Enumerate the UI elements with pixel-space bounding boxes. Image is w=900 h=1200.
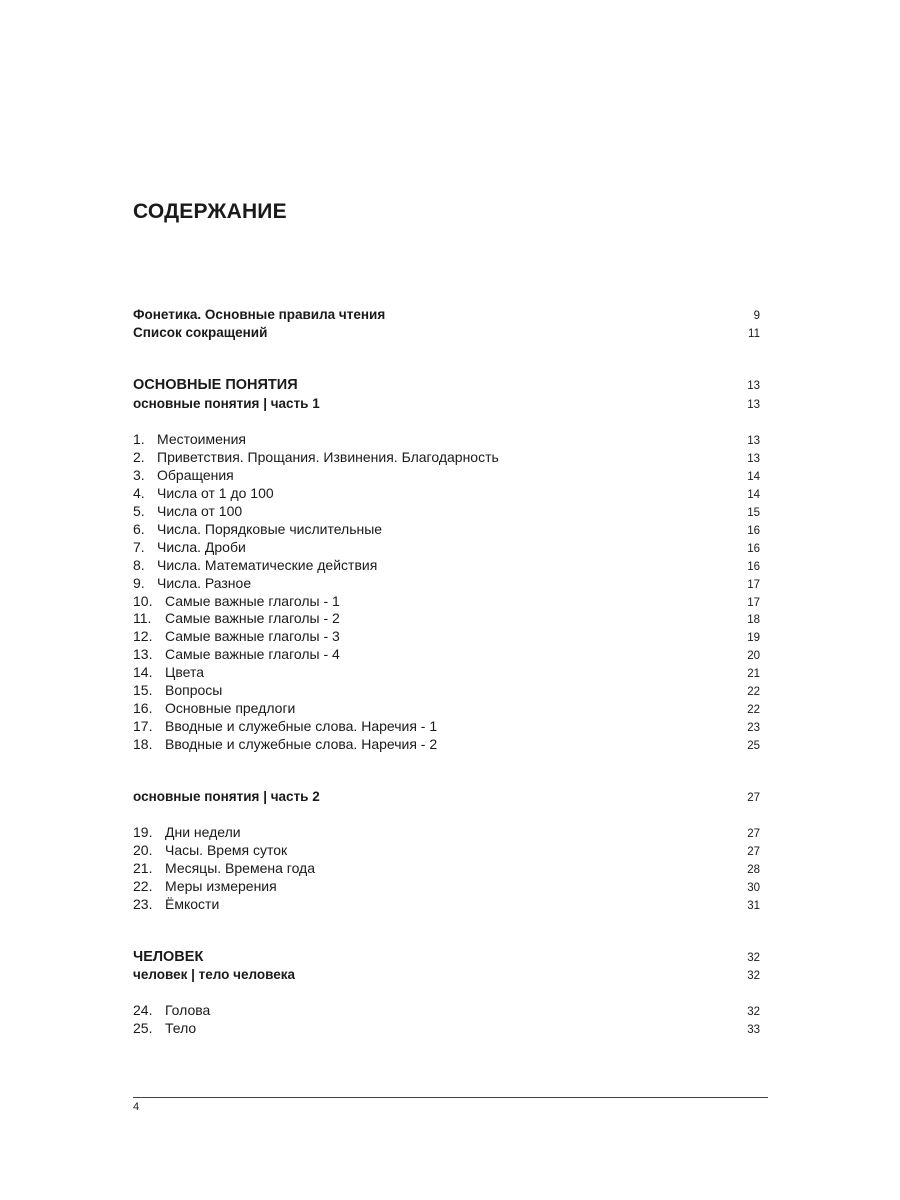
toc-entry[interactable] <box>133 1019 760 1037</box>
toc-entry[interactable] <box>133 823 760 841</box>
toc-page-number: 22 <box>747 686 760 698</box>
toc-entry-label: Числа от 1 до 100 <box>157 485 274 501</box>
toc-page-number: 23 <box>747 722 760 734</box>
toc-entry-label: Часы. Время суток <box>165 842 288 858</box>
toc-entry-label: Ёмкости <box>165 896 220 912</box>
toc-entry-number: 10. <box>133 593 153 609</box>
toc-entry-number: 14. <box>133 664 153 680</box>
toc-entry-number: 24. <box>133 1002 153 1018</box>
toc-entry-number: 15. <box>133 682 153 698</box>
toc-section-human[interactable] <box>133 948 760 966</box>
toc-entry-abbreviations[interactable] <box>133 324 760 342</box>
toc-page-number: 16 <box>747 543 760 555</box>
toc-entry-label: Цвета <box>165 664 204 680</box>
toc-entry[interactable] <box>133 538 760 556</box>
toc-subsection-part-2[interactable] <box>133 788 760 806</box>
toc-page-number: 20 <box>747 650 760 662</box>
toc-subsection-label: человек | тело человека <box>133 967 296 982</box>
toc-entry-number: 18. <box>133 736 153 752</box>
toc-entry-number: 16. <box>133 700 153 716</box>
toc-entry-number: 2. <box>133 449 145 465</box>
toc-entry-label: Фонетика. Основные правила чтения <box>133 307 386 322</box>
toc-entry-number: 11. <box>133 610 152 626</box>
toc-entry-label: Вводные и служебные слова. Наречия - 2 <box>165 736 438 752</box>
toc-entry-label: Месяцы. Времена года <box>165 860 316 876</box>
toc-entry-label: Вопросы <box>165 682 223 698</box>
toc-page-number: 17 <box>747 597 760 609</box>
toc-entry[interactable] <box>133 1001 760 1019</box>
toc-page-number: 33 <box>747 1024 760 1036</box>
toc-page-number: 14 <box>747 471 760 483</box>
toc-entry-label: Обращения <box>157 467 234 483</box>
toc-page-number: 16 <box>747 561 760 573</box>
toc-entry-number: 22. <box>133 878 153 894</box>
page-title: СОДЕРЖАНИЕ <box>133 200 287 223</box>
toc-entry-label: Дни недели <box>165 824 241 840</box>
toc-entry-phonetics[interactable] <box>133 306 760 324</box>
toc-entry[interactable] <box>133 520 760 538</box>
toc-entry-label: Приветствия. Прощания. Извинения. Благодарность <box>157 449 499 465</box>
toc-entry-label: Основные предлоги <box>165 700 296 716</box>
toc-page-number: 32 <box>747 1006 760 1018</box>
toc-entry-label: Местоимения <box>157 431 247 447</box>
toc-entry-number: 13. <box>133 646 153 662</box>
toc-page-number: 27 <box>747 828 760 840</box>
toc-page-number: 19 <box>747 632 760 644</box>
toc-page-number: 15 <box>747 507 760 519</box>
toc-section-label: ОСНОВНЫЕ ПОНЯТИЯ <box>133 377 298 393</box>
toc-entry-label: Самые важные глаголы - 4 <box>165 646 340 662</box>
toc-entry-number: 4. <box>133 485 145 501</box>
toc-page-number: 32 <box>747 952 760 964</box>
toc-entry[interactable] <box>133 556 760 574</box>
toc-subsection-human-body[interactable] <box>133 966 760 984</box>
toc-page-number: 16 <box>747 525 760 537</box>
toc-entry-number: 1. <box>133 431 145 447</box>
toc-entry-number: 8. <box>133 557 145 573</box>
toc-entry[interactable] <box>133 877 760 895</box>
toc-entry[interactable] <box>133 735 760 753</box>
toc-entry-number: 17. <box>133 718 153 734</box>
toc-entry-label: Числа. Порядковые числительные <box>157 521 383 537</box>
toc-entry-number: 23. <box>133 896 153 912</box>
toc-entry[interactable] <box>133 627 760 645</box>
toc-page-number: 27 <box>747 846 760 858</box>
toc-entry-number: 12. <box>133 628 153 644</box>
toc-entry-number: 20. <box>133 842 153 858</box>
toc-entry[interactable] <box>133 663 760 681</box>
toc-entry[interactable] <box>133 484 760 502</box>
toc-entry[interactable] <box>133 448 760 466</box>
toc-entry-label: Самые важные глаголы - 2 <box>165 610 340 626</box>
toc-entry[interactable] <box>133 430 760 448</box>
toc-page-number: 11 <box>748 328 760 340</box>
toc-entry-number: 7. <box>133 539 145 555</box>
toc-entry-number: 25. <box>133 1020 153 1036</box>
toc-entry[interactable] <box>133 895 760 913</box>
toc-page-number: 13 <box>747 380 760 392</box>
toc-entry[interactable] <box>133 841 760 859</box>
toc-entry-label: Числа. Разное <box>157 575 252 591</box>
toc-page-number: 30 <box>747 882 760 894</box>
toc-page-number: 9 <box>753 310 760 322</box>
toc-entry-number: 3. <box>133 467 145 483</box>
toc-entry-label: Самые важные глаголы - 1 <box>165 593 340 609</box>
toc-page-number: 25 <box>747 740 760 752</box>
toc-entry[interactable] <box>133 502 760 520</box>
toc-entry[interactable] <box>133 717 760 735</box>
toc-entry[interactable] <box>133 466 760 484</box>
toc-entry[interactable] <box>133 645 760 663</box>
toc-page-number: 14 <box>747 489 760 501</box>
toc-entry-label: Голова <box>165 1002 211 1018</box>
toc-page-number: 13 <box>747 453 760 465</box>
toc-subsection-part-1[interactable] <box>133 395 760 413</box>
toc-entry-number: 21. <box>133 860 153 876</box>
toc-page-number: 27 <box>747 792 760 804</box>
toc-page-number: 32 <box>747 970 760 982</box>
toc-entry[interactable] <box>133 699 760 717</box>
toc-page-number: 13 <box>747 435 760 447</box>
toc-entry[interactable] <box>133 859 760 877</box>
toc-page-number: 22 <box>747 704 760 716</box>
toc-subsection-label: основные понятия | часть 2 <box>133 789 320 804</box>
toc-page-number: 18 <box>747 614 760 626</box>
toc-section-label: ЧЕЛОВЕК <box>133 949 204 965</box>
toc-entry-label: Числа. Дроби <box>157 539 246 555</box>
toc-entry-label: Список сокращений <box>133 325 268 340</box>
footer-page-number: 4 <box>133 1101 140 1113</box>
toc-entry-number: 6. <box>133 521 145 537</box>
toc-section-basic-concepts[interactable] <box>133 376 760 394</box>
toc-entry-number: 9. <box>133 575 145 591</box>
toc-entry[interactable] <box>133 592 760 610</box>
toc-entry-label: Вводные и служебные слова. Наречия - 1 <box>165 718 438 734</box>
toc-entry[interactable] <box>133 681 760 699</box>
toc-entry-number: 19. <box>133 824 153 840</box>
toc-entry-label: Числа. Математические действия <box>157 557 378 573</box>
toc-entry[interactable] <box>133 609 760 627</box>
toc-page-number: 21 <box>747 668 760 680</box>
toc-subsection-label: основные понятия | часть 1 <box>133 396 320 411</box>
toc-page-number: 31 <box>747 900 760 912</box>
footer-divider <box>133 1097 768 1098</box>
toc-entry[interactable] <box>133 574 760 592</box>
toc-entry-number: 5. <box>133 503 145 519</box>
toc-entry-label: Числа от 100 <box>157 503 243 519</box>
toc-page-number: 28 <box>747 864 760 876</box>
toc-entry-label: Меры измерения <box>165 878 277 894</box>
toc-page-number: 17 <box>747 579 760 591</box>
toc-entry-label: Самые важные глаголы - 3 <box>165 628 340 644</box>
toc-page-number: 13 <box>747 399 760 411</box>
toc-entry-label: Тело <box>165 1020 197 1036</box>
